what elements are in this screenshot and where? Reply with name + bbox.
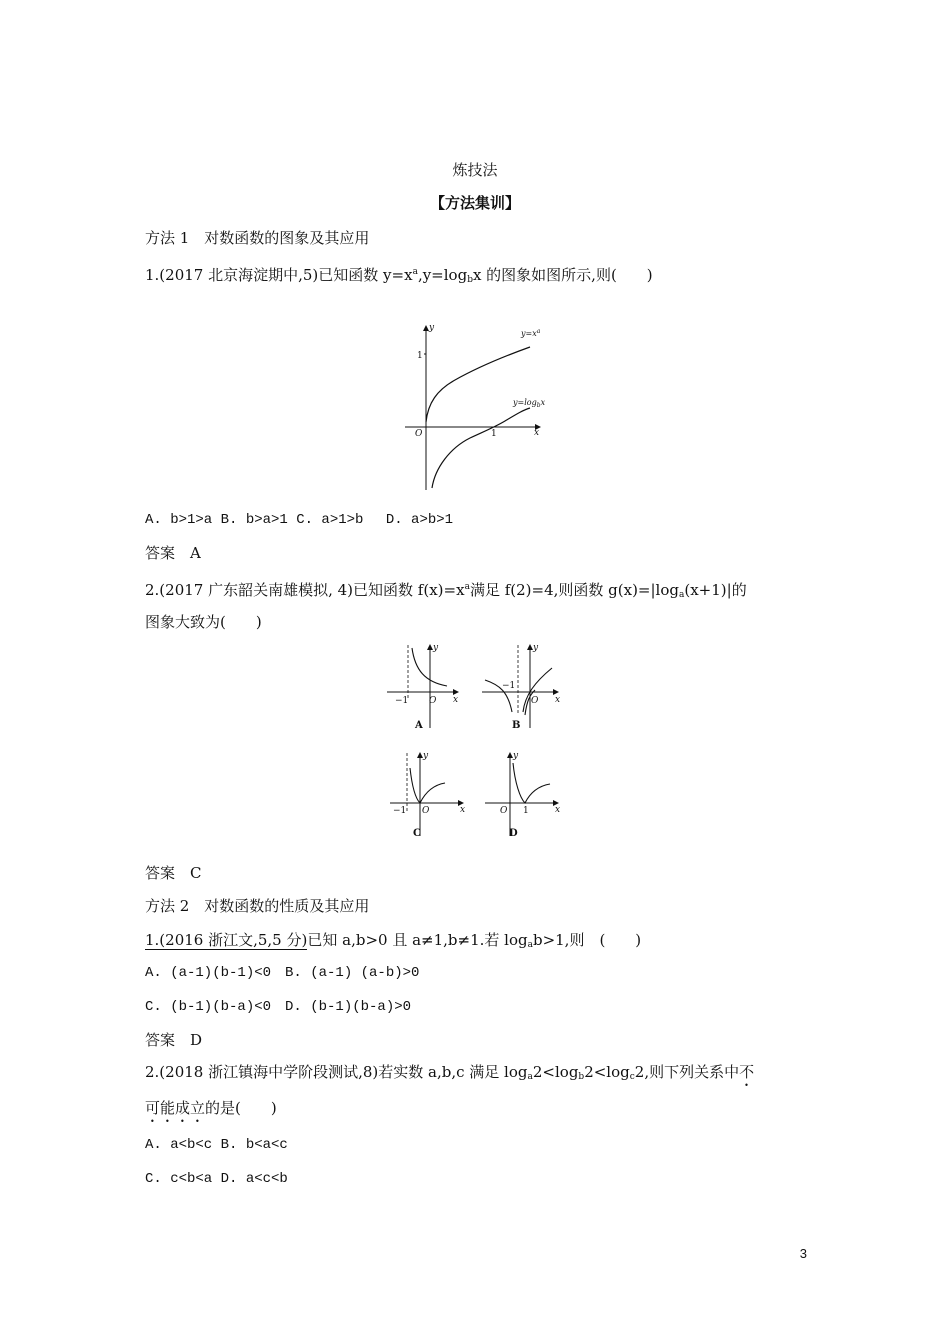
m1-q1-text: 1.(2017 北京海淀期中,5)已知函数 $y=x^a,y=\log_bx$ 的图象如图所示,则( ) — [145, 266, 653, 285]
subsection-title: 【方法集训】 — [429, 194, 520, 212]
x-axis-label: x — [534, 428, 540, 438]
method2-title: 方法 2 对数函数的性质及其应用 — [145, 897, 370, 915]
m2-q2-options-2: C. c<b<a D. a<c<b — [145, 1171, 288, 1187]
m1-q1-answer: 答案 A — [145, 544, 201, 562]
log-curve-label: $y=\log_bx$ — [513, 398, 546, 409]
svg-text:−1: −1 — [393, 806, 407, 816]
origin-label: O — [415, 429, 423, 439]
svg-text:x: x — [460, 805, 466, 815]
x-tick-1: 1 — [491, 429, 497, 439]
svg-text:1: 1 — [523, 806, 529, 816]
m2-q2-text: 2.(2018 浙江镇海中学阶段测试,8)若实数 a,b,c 满足 $\log_a2<\log_b2<\log_c2$,则下列关系中不 — [145, 1063, 755, 1082]
svg-text:x: x — [555, 695, 561, 705]
log-curve — [432, 408, 530, 488]
m2-q1-text: 1.(2016 浙江文,5,5 分)已知 a,b>0 且 a≠1,b≠1.若 $\log_ab>1$,则 ( ) — [145, 931, 642, 950]
m2-q2-options-1: A. a<b<c B. b<a<c — [145, 1137, 288, 1153]
method1-title: 方法 1 对数函数的图象及其应用 — [145, 229, 370, 247]
svg-text:y: y — [433, 643, 439, 653]
option-graph-a — [385, 640, 465, 735]
svg-text:O: O — [531, 696, 539, 706]
y-tick-1: 1 — [417, 351, 423, 361]
page-number: 3 — [799, 1246, 807, 1261]
m1-q1-options: A. b>1>a B. b>a>1 C. a>1>b D. a>b>1 — [145, 512, 454, 528]
graph-caption: A — [415, 720, 423, 731]
graph-caption: D — [509, 828, 518, 839]
option-graph-b — [480, 640, 565, 735]
svg-text:y: y — [533, 643, 539, 653]
svg-text:y: y — [423, 751, 429, 761]
svg-text:y: y — [513, 751, 519, 761]
q1-function-graph — [395, 318, 555, 493]
graph-caption: B — [512, 720, 521, 731]
m2-q1-options-2: C. (b-1)(b-a)<0 D. (b-1)(b-a)>0 — [145, 999, 412, 1015]
m1-q2-answer: 答案 C — [145, 864, 202, 882]
m1-q2-text: 2.(2017 广东韶关南雄模拟, 4)已知函数 $f(x)=x^a$满足 f(2)=4,则函数 $g(x)=|\log_a(x+1)|$的 — [145, 581, 747, 600]
y-axis-label: y — [429, 323, 435, 333]
svg-text:x: x — [555, 805, 561, 815]
svg-text:O: O — [429, 696, 437, 706]
option-graph-c — [385, 748, 470, 843]
svg-text:−1: −1 — [502, 681, 516, 691]
m1-q2-text-line2: 图象大致为( ) — [145, 613, 262, 631]
svg-text:x: x — [453, 695, 459, 705]
power-curve-label: $y=x^a$ — [521, 328, 541, 338]
m2-q1-options-1: A. (a-1)(b-1)<0 B. (a-1) (a-b)>0 — [145, 965, 420, 981]
section-title: 炼技法 — [452, 161, 498, 179]
svg-text:O: O — [422, 806, 430, 816]
power-curve — [426, 347, 530, 422]
svg-text:O: O — [500, 806, 508, 816]
svg-text:−1: −1 — [395, 696, 409, 706]
m2-q2-text-line2: 可能成立的是( ) — [145, 1099, 277, 1117]
option-graph-d — [480, 748, 565, 843]
graph-caption: C — [413, 828, 421, 839]
m2-q1-answer: 答案 D — [145, 1031, 203, 1049]
